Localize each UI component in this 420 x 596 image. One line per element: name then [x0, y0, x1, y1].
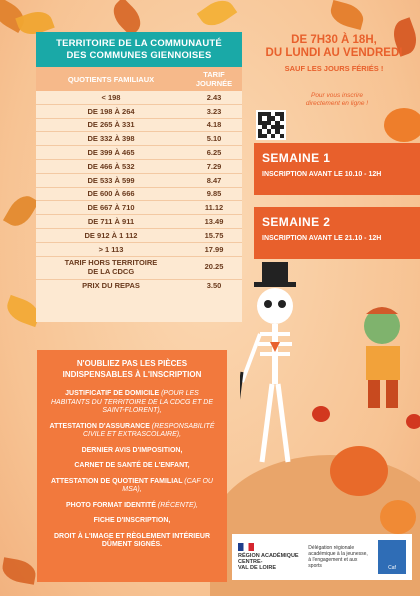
document-item [37, 423, 227, 440]
week-2-box [254, 207, 420, 259]
column-tarif-line: TARIF [203, 70, 225, 79]
pumpkin-icon [384, 108, 420, 142]
region-academique-logo [238, 543, 299, 571]
quotient-cell: DE 466 À 532 [36, 159, 186, 173]
document-note: (RESPONSABILITÉ CIVILE ET EXTRASCOLAIRE), [82, 422, 215, 438]
documents-heading-line: INDISPENSABLES À L'INSCRIPTION [62, 369, 202, 379]
quotient-cell: DE 265 À 331 [36, 118, 186, 132]
quotient-cell: DE 600 À 666 [36, 187, 186, 201]
tarif-cell: 5.10 [186, 132, 242, 146]
tarif-cell: 9.85 [186, 187, 242, 201]
document-item [37, 502, 227, 511]
table-row [36, 242, 242, 256]
meal-price-value: 3.50 [206, 281, 222, 291]
required-documents-box [37, 350, 227, 582]
meal-price-label: PRIX DU REPAS [82, 281, 140, 291]
region-line: VAL DE LOIRE [238, 565, 276, 571]
tariff-title-line: DES COMMUNES GIENNOISES [66, 50, 212, 61]
pumpkin-icon [380, 500, 416, 534]
apple-icon [312, 406, 330, 422]
caf-logo: Caf [378, 540, 406, 574]
leaf-icon [197, 0, 237, 32]
tarif-cell: 3.23 [186, 104, 242, 118]
hours-line: DE 7H30 À 18H, [291, 34, 377, 46]
column-quotients: QUOTIENTS FAMILIAUX [67, 74, 155, 84]
document-name: ATTESTATION D'ASSURANCE [49, 422, 150, 430]
region-line: RÉGION ACADÉMIQUE [238, 553, 299, 559]
tarif-cell: 4.18 [186, 118, 242, 132]
skeleton-illustration [240, 262, 320, 472]
quotient-cell: DE 198 À 264 [36, 104, 186, 118]
document-note: (POUR LES HABITANTS DU TERRITOIRE DE LA CDCG ET DE SAINT-FLORENT), [50, 390, 214, 414]
region-line: CENTRE- [238, 559, 263, 565]
quotient-cell: DE 399 À 465 [36, 146, 186, 160]
table-row [36, 132, 242, 146]
table-row [36, 104, 242, 118]
table-row [36, 159, 242, 173]
document-name: FICHE D'INSCRIPTION, [93, 517, 171, 524]
outside-territory-label [36, 256, 186, 279]
tariff-title [36, 32, 242, 67]
table-row [36, 256, 242, 279]
days-line: DU LUNDI AU VENDREDI [265, 47, 403, 59]
document-name: PHOTO FORMAT IDENTITÉ [66, 501, 156, 509]
table-row [36, 215, 242, 229]
quotient-cell: > 1 113 [36, 242, 186, 256]
tariff-table [36, 32, 242, 322]
leaf-icon [328, 0, 367, 30]
tariff-title-line: TERRITOIRE DE LA COMMUNAUTÉ [56, 38, 222, 49]
document-note: (CAF OU MSA), [122, 477, 213, 493]
column-tarif [186, 70, 242, 88]
documents-list [37, 390, 227, 550]
document-name: DROIT À L'IMAGE ET RÈGLEMENT INTÉRIEUR DÛMENT SIGNÉS. [53, 532, 211, 548]
registration-line: Pour vous inscrire [310, 92, 364, 99]
tarif-cell: 2.43 [186, 91, 242, 104]
tarif-cell: 8.47 [186, 173, 242, 187]
document-name: ATTESTATION DE QUOTIENT FAMILIAL [51, 477, 183, 485]
tariff-column-headers [36, 67, 242, 91]
week-1-deadline: INSCRIPTION AVANT LE 10.10 - 12H [262, 171, 382, 178]
zombie-illustration [350, 302, 420, 412]
tariff-rows [36, 91, 242, 292]
table-row [36, 146, 242, 160]
week-2-title: SEMAINE 2 [262, 215, 331, 229]
quotient-cell: < 198 [36, 91, 186, 104]
document-item [37, 517, 227, 526]
documents-heading-line: N'OUBLIEZ PAS LES PIÈCES [76, 359, 188, 368]
quotient-cell: DE 667 À 710 [36, 201, 186, 215]
flag-icon [238, 543, 254, 551]
partner-logos [232, 534, 412, 580]
online-registration-note [292, 92, 382, 108]
week-1-title: SEMAINE 1 [262, 151, 331, 165]
column-tarif-line: JOURNÉE [195, 79, 233, 88]
quotient-cell: DE 711 À 911 [36, 215, 186, 229]
outside-territory-line: DE LA CDCG [87, 266, 135, 276]
document-item [37, 462, 227, 471]
document-name: JUSTIFICATIF DE DOMICILE [65, 390, 160, 397]
holidays-note: SAUF LES JOURS FÉRIÉS ! [284, 64, 384, 73]
table-row [36, 118, 242, 132]
week-2-deadline: INSCRIPTION AVANT LE 21.10 - 12H [262, 235, 382, 242]
week-1-box [254, 143, 420, 195]
documents-heading [37, 350, 227, 380]
document-item [37, 447, 227, 456]
outside-territory-value: 20.25 [186, 256, 242, 279]
qr-code-icon[interactable] [256, 110, 286, 140]
delegation-logo: Délégation régionale académique à la jeunesse, à l'engagement et aux sports [308, 545, 368, 569]
document-note: (RÉCENTE), [157, 501, 198, 509]
tarif-cell: 15.75 [186, 228, 242, 242]
pumpkin-icon [330, 446, 388, 496]
tarif-cell: 6.25 [186, 146, 242, 160]
opening-hours [254, 34, 414, 73]
quotient-cell: DE 912 À 1 112 [36, 228, 186, 242]
table-row [36, 201, 242, 215]
tarif-cell: 13.49 [186, 215, 242, 229]
table-row [36, 279, 242, 292]
tarif-cell: 17.99 [186, 242, 242, 256]
tarif-cell: 11.12 [186, 201, 242, 215]
leaf-icon [0, 557, 37, 585]
table-row [36, 187, 242, 201]
leaf-icon [3, 191, 39, 231]
document-name: DERNIER AVIS D'IMPOSITION, [81, 446, 183, 454]
table-row [36, 173, 242, 187]
quotient-cell: DE 332 À 398 [36, 132, 186, 146]
registration-line: directement en ligne ! [305, 100, 369, 107]
document-item [37, 478, 227, 495]
tarif-cell: 7.29 [186, 159, 242, 173]
table-row [36, 91, 242, 104]
table-row [36, 228, 242, 242]
document-item [37, 533, 227, 550]
document-name: CARNET DE SANTÉ DE L'ENFANT, [74, 462, 190, 469]
apple-icon [406, 414, 420, 429]
document-item [37, 390, 227, 416]
outside-territory-line: TARIF HORS TERRITOIRE [64, 258, 158, 268]
quotient-cell: DE 533 À 599 [36, 173, 186, 187]
